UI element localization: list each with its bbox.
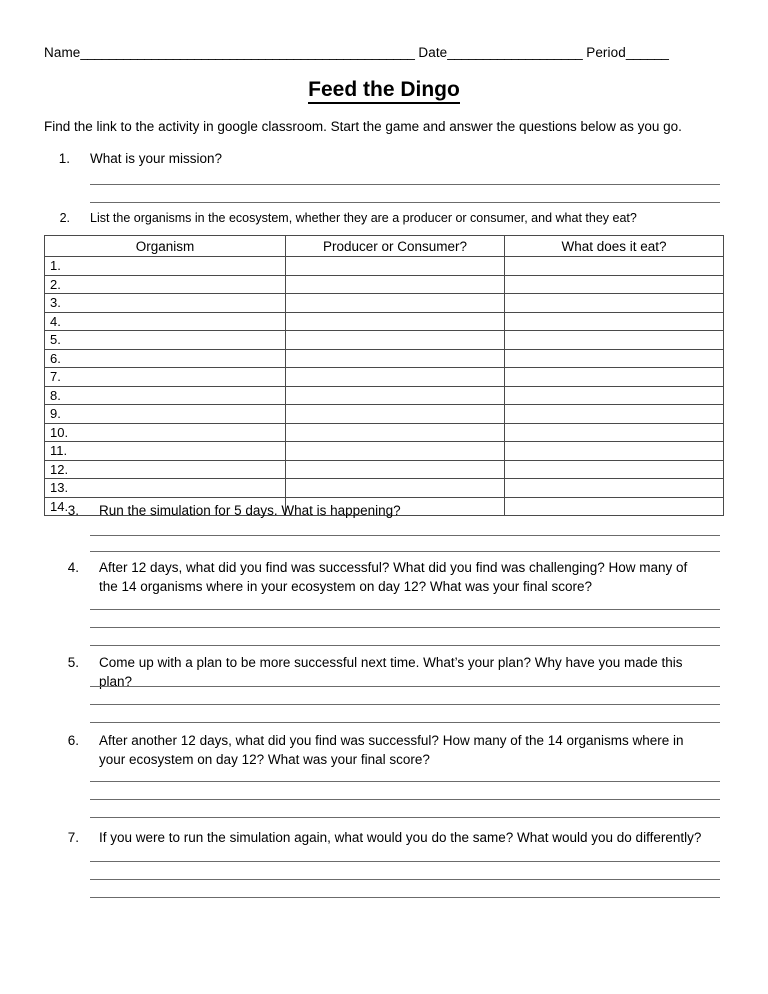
row-number: 2.	[45, 275, 286, 294]
question-2-text: List the organisms in the ecosystem, whether they are a producer or consumer, and what they eat?	[90, 211, 637, 225]
answer-line[interactable]	[90, 722, 720, 723]
table-row	[45, 257, 724, 276]
cell-producer-consumer[interactable]	[286, 460, 505, 479]
cell-what-eats[interactable]	[505, 349, 724, 368]
table-row	[45, 294, 724, 313]
date-blank[interactable]: ___________________	[447, 45, 583, 60]
answer-line[interactable]	[90, 799, 720, 800]
table-row	[45, 312, 724, 331]
question-1	[44, 149, 720, 168]
question-7-number: 7.	[67, 830, 79, 845]
row-number: 14.	[45, 497, 286, 516]
question-6-number: 6.	[67, 733, 79, 748]
page-title-text: Feed the Dingo	[308, 78, 460, 104]
answer-line[interactable]	[90, 861, 720, 862]
cell-what-eats[interactable]	[505, 331, 724, 350]
question-3-text: Run the simulation for 5 days. What is happening?	[99, 503, 401, 518]
table-row	[45, 386, 724, 405]
table-row	[45, 460, 724, 479]
answer-line[interactable]	[90, 704, 720, 705]
cell-producer-consumer[interactable]	[286, 349, 505, 368]
row-number: 9.	[45, 405, 286, 424]
question-1-number: 1.	[58, 151, 70, 166]
row-number: 8.	[45, 386, 286, 405]
name-blank[interactable]: _______________________________________________	[80, 45, 415, 60]
cell-what-eats[interactable]	[505, 405, 724, 424]
row-number: 1.	[45, 257, 286, 276]
question-4	[53, 558, 693, 596]
question-3-number: 3.	[67, 503, 79, 518]
cell-what-eats[interactable]	[505, 294, 724, 313]
organism-table	[44, 235, 724, 516]
table-row	[45, 479, 724, 498]
answer-line[interactable]	[90, 609, 720, 610]
question-4-number: 4.	[67, 560, 79, 575]
row-number: 10.	[45, 423, 286, 442]
answer-line[interactable]	[90, 879, 720, 880]
table-row	[45, 275, 724, 294]
question-6	[53, 731, 685, 769]
cell-producer-consumer[interactable]	[286, 257, 505, 276]
cell-producer-consumer[interactable]	[286, 368, 505, 387]
row-number: 3.	[45, 294, 286, 313]
cell-what-eats[interactable]	[505, 368, 724, 387]
cell-what-eats[interactable]	[505, 275, 724, 294]
answer-line[interactable]	[90, 184, 720, 185]
question-1-text: What is your mission?	[90, 151, 223, 166]
table-row	[45, 423, 724, 442]
row-number: 4.	[45, 312, 286, 331]
period-blank[interactable]: ______	[625, 45, 669, 60]
question-7-text: If you were to run the simulation again, what would you do the same? What would you do differently?	[99, 830, 702, 845]
question-4-text: After 12 days, what did you find was successful? What did you find was challenging? How many of the 14 organisms where in your ecosystem on day 12? What was your final score?	[99, 560, 688, 594]
cell-producer-consumer[interactable]	[286, 442, 505, 461]
cell-what-eats[interactable]	[505, 423, 724, 442]
table-body	[45, 257, 724, 516]
column-header-organism: Organism	[45, 236, 286, 257]
question-5-text: Come up with a plan to be more successful next time. What’s your plan? Why have you made this plan?	[99, 655, 683, 689]
answer-line[interactable]	[90, 817, 720, 818]
answer-line[interactable]	[90, 897, 720, 898]
answer-line[interactable]	[90, 627, 720, 628]
row-number: 5.	[45, 331, 286, 350]
table-row	[45, 368, 724, 387]
cell-what-eats[interactable]	[505, 257, 724, 276]
column-header-producer-consumer: Producer or Consumer?	[286, 236, 505, 257]
question-5-number: 5.	[67, 655, 79, 670]
row-number: 7.	[45, 368, 286, 387]
question-6-text: After another 12 days, what did you find was successful? How many of the 14 organisms where in your ecosystem on day 12? What was your final score?	[99, 733, 684, 767]
page-title	[0, 77, 768, 103]
answer-line[interactable]	[90, 551, 720, 552]
cell-producer-consumer[interactable]	[286, 423, 505, 442]
cell-what-eats[interactable]	[505, 479, 724, 498]
cell-producer-consumer[interactable]	[286, 275, 505, 294]
cell-what-eats[interactable]	[505, 442, 724, 461]
row-number: 13.	[45, 479, 286, 498]
row-number: 12.	[45, 460, 286, 479]
question-2	[44, 209, 720, 228]
answer-line[interactable]	[90, 645, 720, 646]
student-info-row	[44, 44, 724, 62]
table-row	[45, 349, 724, 368]
question-2-number: 2.	[59, 211, 70, 225]
name-label: Name	[44, 45, 81, 60]
table-row	[45, 331, 724, 350]
cell-producer-consumer[interactable]	[286, 386, 505, 405]
cell-producer-consumer[interactable]	[286, 294, 505, 313]
table-header-row	[45, 236, 724, 257]
cell-producer-consumer[interactable]	[286, 405, 505, 424]
table-row	[45, 442, 724, 461]
date-label: Date	[418, 45, 448, 60]
answer-line[interactable]	[90, 535, 720, 536]
answer-line[interactable]	[90, 202, 720, 203]
cell-what-eats[interactable]	[505, 312, 724, 331]
cell-producer-consumer[interactable]	[286, 479, 505, 498]
row-number: 11.	[45, 442, 286, 461]
cell-what-eats[interactable]	[505, 460, 724, 479]
cell-what-eats[interactable]	[505, 386, 724, 405]
row-number: 6.	[45, 349, 286, 368]
answer-line[interactable]	[90, 781, 720, 782]
cell-producer-consumer[interactable]	[286, 331, 505, 350]
intro-paragraph: Find the link to the activity in google classroom. Start the game and answer the questions below as you go.	[44, 119, 682, 134]
answer-line[interactable]	[90, 686, 720, 687]
table-row	[45, 405, 724, 424]
period-label: Period	[586, 45, 626, 60]
cell-producer-consumer[interactable]	[286, 312, 505, 331]
question-7	[53, 828, 713, 847]
column-header-what-eats: What does it eat?	[505, 236, 724, 257]
question-3	[53, 501, 720, 520]
